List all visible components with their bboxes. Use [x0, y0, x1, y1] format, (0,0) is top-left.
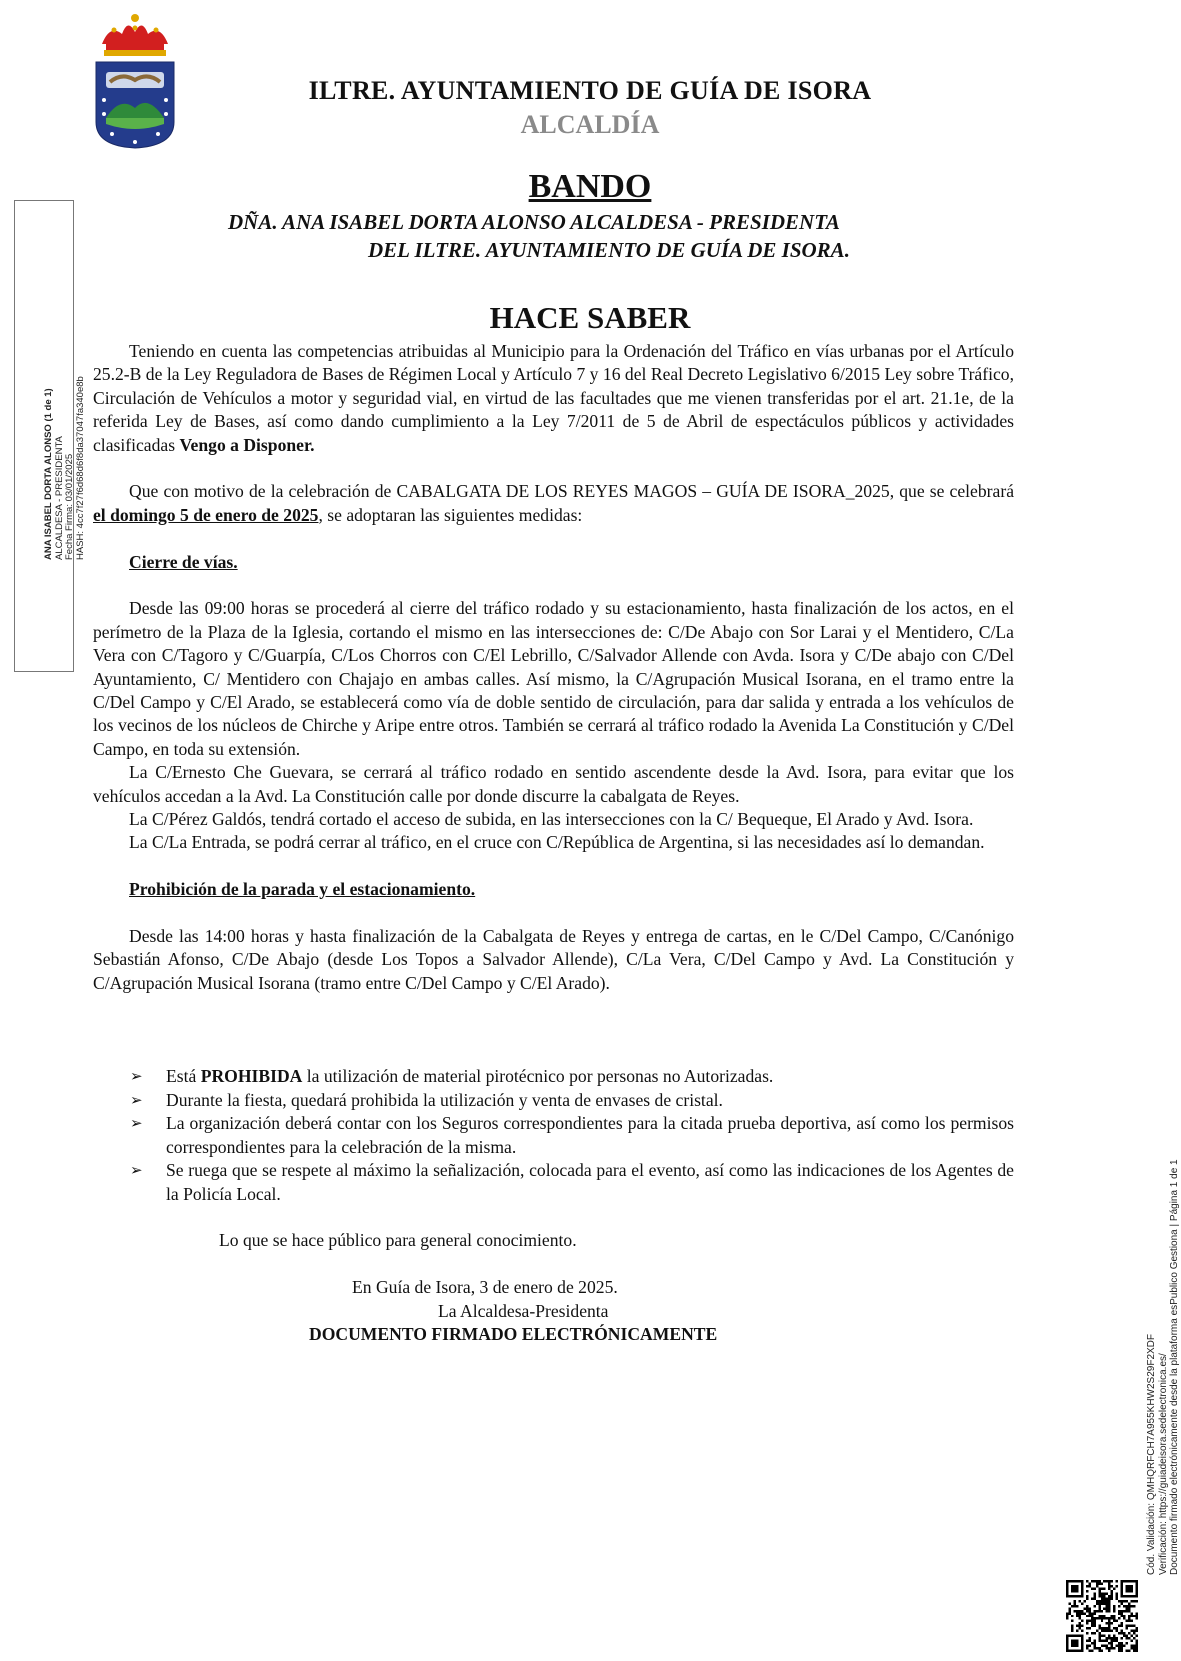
validation-text	[1146, 1015, 1181, 1575]
closures-paragraph-3: La C/Pérez Galdós, tendrá cortado el acceso de subida, en las intersecciones con la C/ Bequeque, El Arado y Avd. Isora.	[129, 809, 974, 830]
public-notice: Lo que se hace público para general conocimiento.	[219, 1230, 577, 1251]
arrow-bullet-icon: ➢	[130, 1114, 143, 1133]
arrow-bullet-icon: ➢	[130, 1067, 143, 1086]
organization-subtitle: ALCALDÍA	[520, 110, 660, 139]
municipal-coat-of-arms	[92, 10, 178, 150]
crown-icon	[102, 14, 168, 56]
event-date: el domingo 5 de enero de 2025	[93, 504, 319, 525]
arrow-bullet-icon: ➢	[130, 1090, 143, 1109]
intro-bold: Vengo a Disponer.	[179, 434, 315, 455]
organization-title: ILTRE. AYUNTAMIENTO DE GUÍA DE ISORA	[308, 76, 872, 105]
parking-heading: Prohibición de la parada y el estacionamiento.	[129, 879, 476, 900]
electronic-signature-notice: DOCUMENTO FIRMADO ELECTRÓNICAMENTE	[309, 1323, 718, 1344]
signer-role: ALCALDESA - PRESIDENTA	[53, 436, 65, 560]
intro-paragraph: Teniendo en cuenta las competencias atribuidas al Municipio para la Ordenación del Tráfico en vías urbanas por el Artículo 25.2-B de la Ley Reguladora de Bases de Régimen Local y Artículo 7 y 16 del Real Decreto Legislativo 6/2015 Ley sobre Tráfico, Circulación de Vehículos a motor y seguridad vial, en virtud de las facultades que me vienen transferidas por el art. 21.1e, de la referida Ley de Bases, así como dando cumplimiento a la Ley 7/2011 de 5 de Abril de espectáculos públicos y actividades clasificadas Vengo a Disponer.	[93, 341, 1014, 455]
signature-date: Fecha Firma: 03/01/2025	[64, 453, 75, 560]
list-item: ➢ Se ruega que se respete al máximo la señalización, colocada para el evento, así como las indicaciones de los Agentes de la Policía Local.	[130, 1160, 1014, 1204]
list-item: ➢ Durante la fiesta, quedará prohibida la utilización y venta de envases de cristal.	[130, 1089, 1014, 1112]
arrow-bullet-icon: ➢	[130, 1161, 143, 1180]
presidency-line-2: DEL ILTRE. AYUNTAMIENTO DE GUÍA DE ISORA.	[368, 238, 850, 262]
qr-code-icon	[1066, 1580, 1138, 1652]
section-title: HACE SABER	[489, 300, 691, 335]
platform-notice: Documento firmado electrónicamente desde la plataforma esPublico Gestiona | Página 1 de 1	[1169, 1159, 1180, 1575]
list-item: ➢ Está PROHIBIDA la utilización de material pirotécnico por personas no Autorizadas.	[130, 1065, 1014, 1088]
closures-paragraph-1: Desde las 09:00 horas se procederá al cierre del tráfico rodado y su estacionamiento, hasta finalización de los actos, en el perímetro de la Plaza de la Iglesia, cortando el mismo en las intersecciones de: C/De Abajo con Sor Larai y el Mentidero, C/La Vera con C/Tagoro y C/Guarpía, C/Los Chorros con C/El Lebrillo, C/Salvador Allende con Avda. Isora y C/De abajo con C/Del Ayuntamiento, C/ Mentidero con Chajajo en ambas calles. Así mismo, la C/Agrupación Musical Isorana, en el tramo entre la C/Del Campo y C/El Arado, se establecerá como vía de doble sentido de circulación, para dar salida y entrada a los vehículos de los vecinos de los núcleos de Chirche y Aripe entre otros. También se cerrará al tráfico rodado la Avenida La Constitución y C/Del Campo, en toda su extensión.	[93, 598, 1014, 759]
closures-heading: Cierre de vías.	[129, 551, 238, 572]
list-item: ➢ La organización deberá contar con los Seguros correspondientes para la citada prueba deportiva, así como los permisos correspondientes para la celebración de la misma.	[130, 1113, 1014, 1157]
signature-stamp-text	[44, 220, 86, 560]
document-body	[93, 340, 1014, 1346]
closures-paragraph-2: La C/Ernesto Che Guevara, se cerrará al tráfico rodado en sentido ascendente desde la Avd. Isora, para evitar que los vehículos accedan a la Avd. La Constitución calle por donde discurre la cabalgata de Reyes.	[93, 762, 1014, 806]
signature-hash: HASH: 4cc7f27f6d68d6f8da37047fa340e8b	[74, 376, 86, 560]
signer-title: La Alcaldesa-Presidenta	[438, 1300, 609, 1321]
verification-url: Verificación: https://guiadeisora.sedelectronica.es/	[1157, 1353, 1169, 1575]
place-and-date: En Guía de Isora, 3 de enero de 2025.	[352, 1277, 618, 1298]
measures-list	[93, 1065, 1014, 1205]
event-paragraph: Que con motivo de la celebración de CABALGATA DE LOS REYES MAGOS – GUÍA DE ISORA_2025, que se celebrará el domingo 5 de enero de 2025, se adoptaran las siguientes medidas:	[93, 481, 1014, 525]
parking-paragraph: Desde las 14:00 horas y hasta finalización de la Cabalgata de Reyes y entrega de cartas, en le C/Del Campo, C/Canónigo Sebastián Afonso, C/De Abajo (desde Los Topos a Salvador Allende), C/La Vera, C/Del Campo y Avd. La Constitución y C/Agrupación Musical Isorana (tramo entre C/Del Campo y C/El Arado).	[93, 926, 1014, 993]
validation-code: Cód. Validación: QMHQRFCH7A955KHW2S29F2XDF	[1146, 1333, 1157, 1575]
document-type-title: BANDO	[528, 168, 652, 205]
signer-name: ANA ISABEL DORTA ALONSO (1 de 1)	[43, 388, 54, 560]
closures-paragraph-4: La C/La Entrada, se podrá cerrar al tráfico, en el cruce con C/República de Argentina, si las necesidades así lo demandan.	[129, 832, 985, 853]
presidency-line-1: DÑA. ANA ISABEL DORTA ALONSO ALCALDESA - PRESIDENTA	[228, 210, 840, 234]
